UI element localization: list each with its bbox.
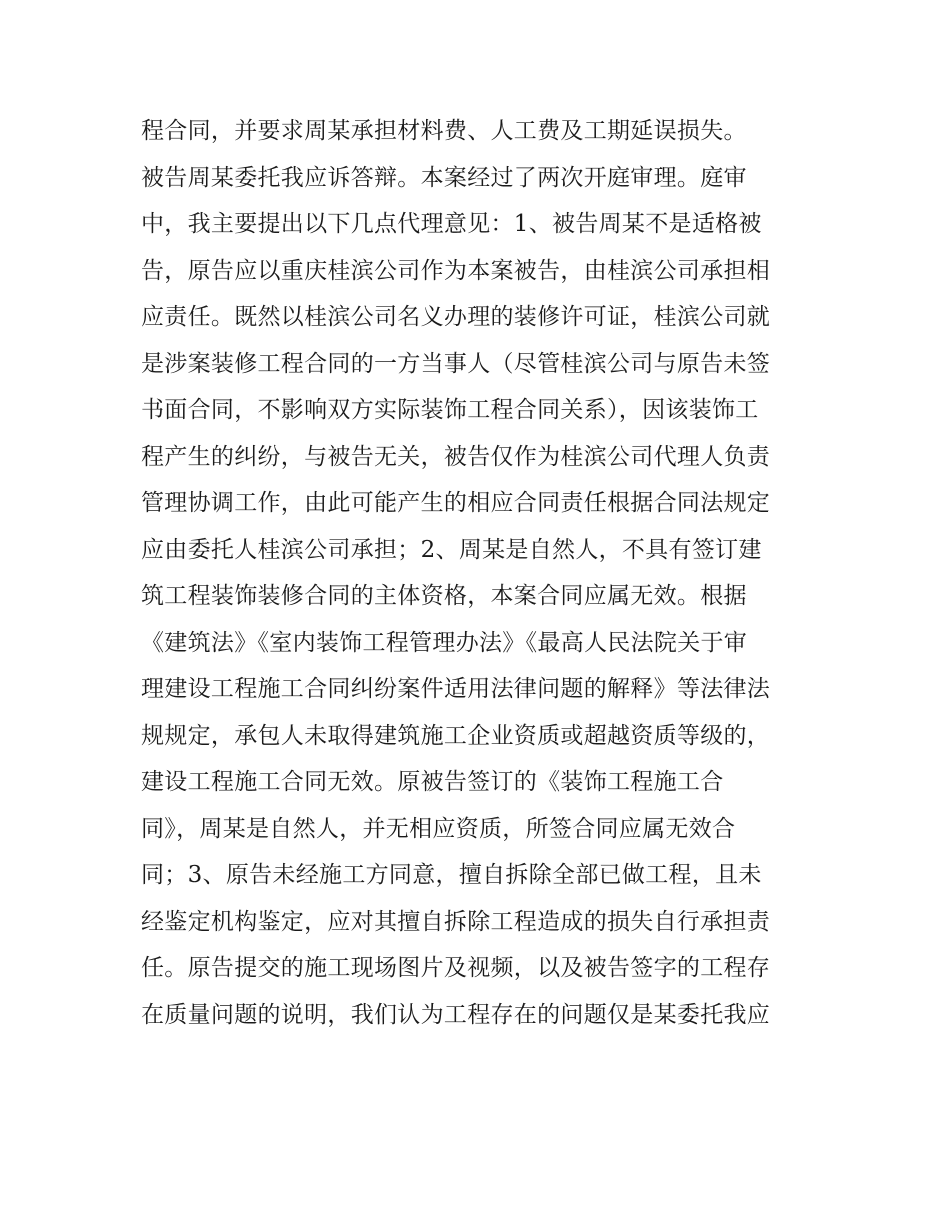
text-line: 应责任。既然以桂滨公司名义办理的装修许可证，桂滨公司就 [141, 304, 771, 330]
text-line: 同》，周某是自然人，并无相应资质，所签合同应属无效合 [141, 815, 736, 842]
text-line: 理建设工程施工合同纠纷案件适用法律问题的解释》等法律法 [141, 676, 771, 702]
text-line: 管理协调工作，由此可能产生的相应合同责任根据合同法规定 [141, 490, 771, 516]
text-line: 书面合同，不影响双方实际装饰工程合同关系），因该装饰工 [141, 397, 759, 423]
text-line: 建设工程施工合同无效。原被告签订的《装饰工程施工合 [141, 769, 724, 795]
text-line: 同；3、原告未经施工方同意，擅自拆除全部已做工程，且未 [141, 862, 762, 888]
text-line: 《建筑法》《室内装饰工程管理办法》《最高人民法院关于审 [141, 629, 748, 656]
text-line: 应由委托人桂滨公司承担；2、周某是自然人，不具有签订建 [141, 536, 762, 563]
text-line: 告，原告应以重庆桂滨公司作为本案被告，由桂滨公司承担相 [141, 257, 771, 284]
text-line: 在质量问题的说明，我们认为工程存在的问题仅是某委托我应 [141, 1001, 771, 1028]
text-line: 经鉴定机构鉴定，应对其擅自拆除工程造成的损失自行承担责 [141, 908, 771, 935]
text-line: 规规定，承包人未取得建筑施工企业资质或超越资质等级的， [141, 722, 771, 749]
text-line: 任。原告提交的施工现场图片及视频，以及被告签字的工程存 [141, 955, 771, 981]
text-line: 程产生的纠纷，与被告无关，被告仅作为桂滨公司代理人负责 [141, 443, 771, 470]
text-line: 中，我主要提出以下几点代理意见：1、被告周某不是适格被 [141, 211, 762, 237]
body-text [141, 108, 821, 1038]
text-line: 筑工程装饰装修合同的主体资格，本案合同应属无效。根据 [141, 583, 747, 609]
text-line: 被告周某委托我应诉答辩。本案经过了两次开庭审理。庭审 [141, 164, 747, 191]
text-line: 是涉案装修工程合同的一方当事人（尽管桂滨公司与原告未签 [141, 350, 771, 377]
text-line: 程合同，并要求周某承担材料费、人工费及工期延误损失。 [141, 118, 747, 144]
